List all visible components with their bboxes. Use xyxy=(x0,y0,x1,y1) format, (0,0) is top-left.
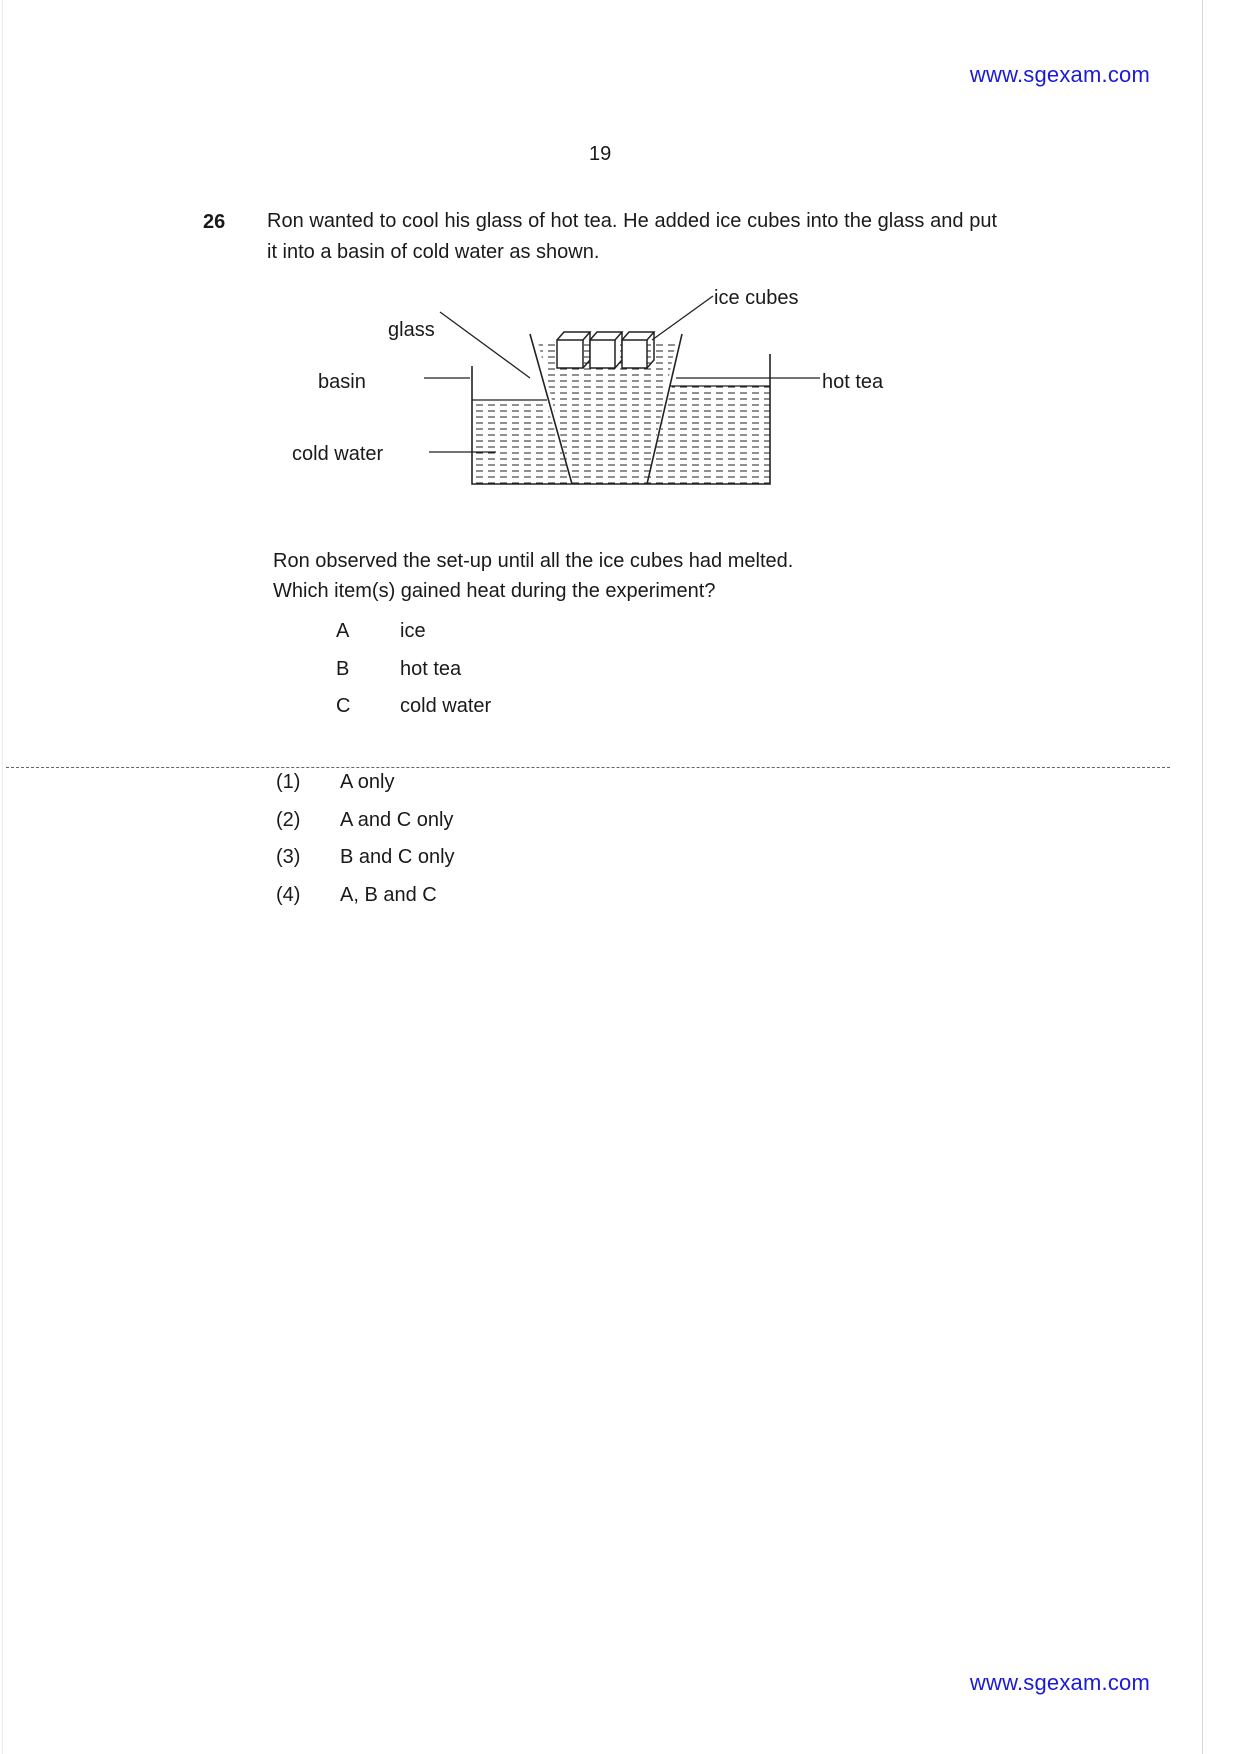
label-basin: basin xyxy=(318,371,366,393)
answer-number: (3) xyxy=(276,846,301,868)
ice-cubes xyxy=(557,332,654,368)
page-edge-right xyxy=(1202,0,1203,1754)
answer-text: A and C only xyxy=(340,808,454,831)
label-cold-water: cold water xyxy=(292,443,384,465)
item-text: hot tea xyxy=(400,657,462,680)
answer-number: (2) xyxy=(276,808,301,831)
header-url[interactable]: www.sgexam.com xyxy=(969,62,1150,87)
observation xyxy=(273,546,973,606)
footer-url[interactable]: www.sgexam.com xyxy=(969,1670,1150,1695)
answer-text: A, B and C xyxy=(340,883,437,906)
item-row xyxy=(336,695,491,733)
label-hot-tea: hot tea xyxy=(822,371,884,393)
page-number: 19 xyxy=(589,143,612,165)
item-list xyxy=(336,620,491,733)
observation-line-2: Which item(s) gained heat during the experiment? xyxy=(273,580,716,602)
answer-number: (4) xyxy=(276,883,301,906)
label-glass: glass xyxy=(388,319,435,341)
item-letter: A xyxy=(336,620,350,642)
question-number: 26 xyxy=(203,211,226,233)
item-row xyxy=(336,658,491,696)
item-text: ice xyxy=(400,620,426,642)
item-row xyxy=(336,620,491,658)
question-text: Ron wanted to cool his glass of hot tea. He added ice cubes into the glass and put it into a basin of cold water as shown. xyxy=(267,210,997,263)
answer-option-1[interactable] xyxy=(276,771,455,809)
observation-line-1: Ron observed the set-up until all the ice cubes had melted. xyxy=(273,550,794,572)
answer-number: (1) xyxy=(276,771,301,793)
label-ice-cubes: ice cubes xyxy=(714,287,799,309)
answer-text: A only xyxy=(340,771,395,793)
item-letter: C xyxy=(336,695,351,717)
page-divider xyxy=(6,767,1170,768)
answer-choices xyxy=(276,771,455,921)
answer-option-4[interactable] xyxy=(276,884,455,922)
experiment-diagram xyxy=(292,282,920,502)
answer-option-2[interactable] xyxy=(276,809,455,847)
item-letter: B xyxy=(336,657,350,680)
item-text: cold water xyxy=(400,695,492,717)
page-edge-left xyxy=(2,0,3,1754)
answer-text: B and C only xyxy=(340,846,455,868)
answer-option-3[interactable] xyxy=(276,846,455,884)
